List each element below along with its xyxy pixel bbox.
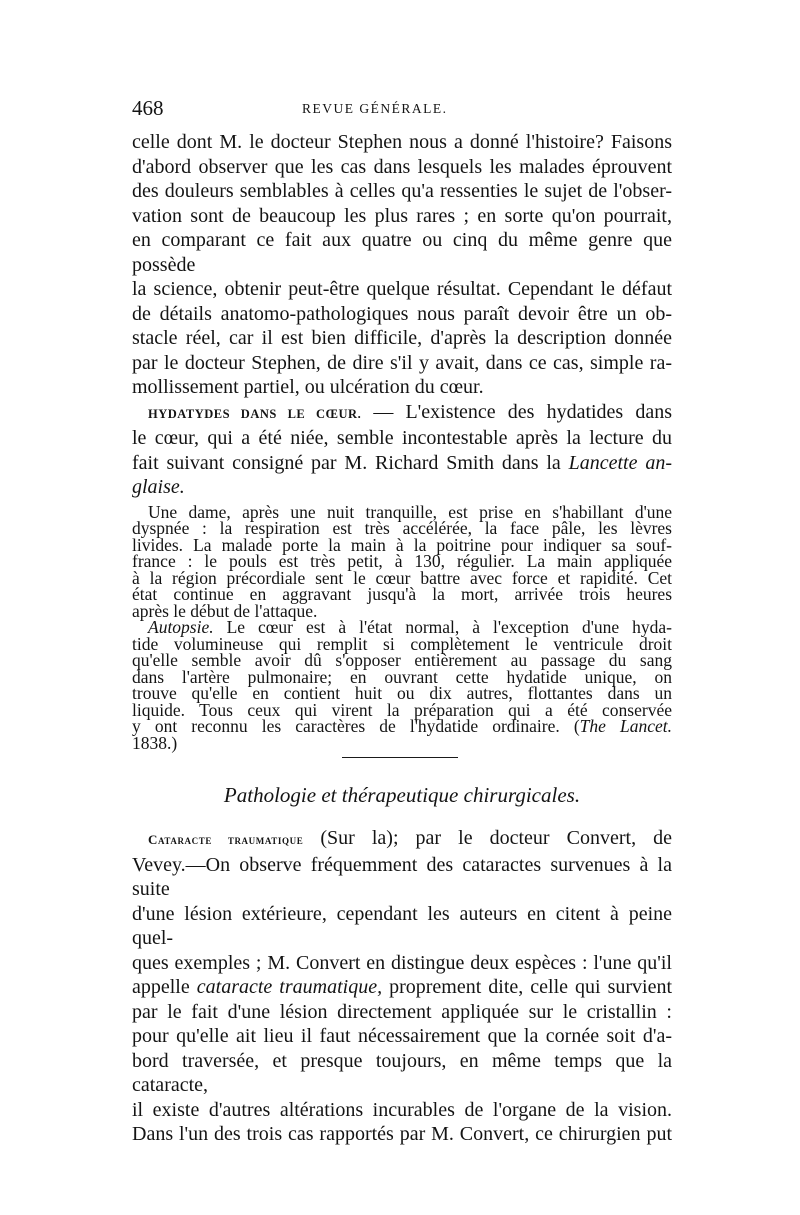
text-line [132,718,672,735]
text-line: bord traversée, et presque toujours, en même temps que la cataracte, [132,1049,672,1096]
text-span: Le cœur est à l'état normal, à l'exception d'une hyda- [226,617,672,637]
text-line: qu'elle semble avoir dû s'opposer entièrement au passage du sang [132,650,672,670]
text-line: de détails anatomo-pathologiques nous paraît devoir être un ob- [132,302,672,325]
text-span: appelle [132,976,190,998]
section-title: Pathologie et thérapeutique chirurgicales. [223,783,581,807]
text-span: — L'existence des hydatides dans [373,400,672,423]
text-span: (Sur la); par le docteur Convert, de [320,827,672,849]
text-line: vation sont de beaucoup les plus rares ; en sorte qu'on pourrait, [132,204,672,227]
text-line: le cœur, qui a été niée, semble incontestable après la lecture du [132,427,672,449]
text-line: trouve qu'elle en contient huit ou dix autres, flottantes dans un [132,683,672,703]
running-title: REVUE GÉNÉRALE. [302,101,448,116]
text-line: france : le pouls est très petit, à 130, régulier. La main appliquée [132,551,672,571]
text-line: à la région précordiale sent le cœur battre avec force et rapidité. Cet [132,567,672,588]
section-heading-hydatides: HYDATYDES DANS LE CŒUR. [148,406,362,421]
text-line: en comparant ce fait aux quatre ou cinq du même genre que possède [132,229,672,276]
text-line: celle dont M. le docteur Stephen nous a donné l'histoire? Faisons [132,131,672,153]
text-line: Vevey.—On observe fréquemment des cataractes survenues à la suite [132,853,672,900]
text-line: tide volumineuse qui remplit si complètement le ventricule droit [132,633,672,654]
text-span: proprement dite, celle qui survient [389,976,673,998]
text-line: dyspnée : la respiration est très accélérée, la face pâle, les lèvres [132,518,672,538]
text-line: après le début de l'attaque. [132,600,318,621]
journal-title-end: glaise. [132,476,185,498]
text-line [132,451,672,476]
text-block-lower [132,826,672,1147]
text-line: mollissement partiel, ou ulcération du cœur. [132,376,484,398]
text-line: pour qu'elle ait lieu il faut nécessairement que la cornée soit d'a- [132,1025,672,1047]
text-line: Une dame, après une nuit tranquille, est prise en s'habillant d'une [148,501,672,522]
text-line: stacle réel, car il est bien difficile, d'après la description donnée [132,327,672,349]
text-line: des douleurs semblables à celles qu'a ressenties le sujet de l'obser- [132,180,672,202]
text-line: ques exemples ; M. Convert en distingue deux espèces : l'une qu'il [132,951,672,974]
section-heading-cataracte: Cataracte traumatique [148,832,304,847]
text-line: par le docteur Stephen, de dire s'il y avait, dans ce cas, simple ra- [132,351,672,374]
page-number: 468 [132,96,164,120]
autopsie-label: Autopsie. [148,617,214,637]
journal-title: Lancette an- [568,451,672,474]
section-divider [342,757,458,758]
text-span: y ont reconnu les caractères de l'hydatide ordinaire. ( [132,716,580,736]
page-header [132,96,672,124]
text-line: état continue en aggravant jusqu'à la mort, arrivée trois heures [132,584,672,604]
text-line: Dans l'un des trois cas rapportés par M. Convert, ce chirurgien put [132,1123,672,1145]
text-block-upper [132,130,672,751]
journal-title: The Lancet. [579,716,672,736]
text-line: liquide. Tous ceux qui virent la préparation qui a été conservée [132,699,672,720]
text-line: d'abord observer que les cas dans lesquels les malades éprouvent [132,155,672,178]
text-line [132,826,672,853]
text-line: 1838.) [132,732,178,753]
text-line: livides. La malade porte la main à la poitrine pour indiquer sa souf- [132,534,672,555]
text-line: d'une lésion extérieure, cependant les auteurs en citent à peine quel- [132,902,672,949]
text-line: dans l'artère pulmonaire; en ouvrant cette hydatide unique, on [132,666,672,687]
text-line: il existe d'autres altérations incurables de l'organe de la vision. [132,1098,672,1121]
text-span: fait suivant consigné par M. Richard Smith dans la [132,451,561,474]
term-emphasis: cataracte traumatique, [196,976,383,998]
text-line [132,975,672,1000]
text-line [132,400,672,427]
text-line: par le fait d'une lésion directement appliquée sur le cristallin : [132,1000,672,1023]
text-line [132,475,672,500]
text-line: la science, obtenir peut-être quelque résultat. Cependant le défaut [132,278,672,300]
